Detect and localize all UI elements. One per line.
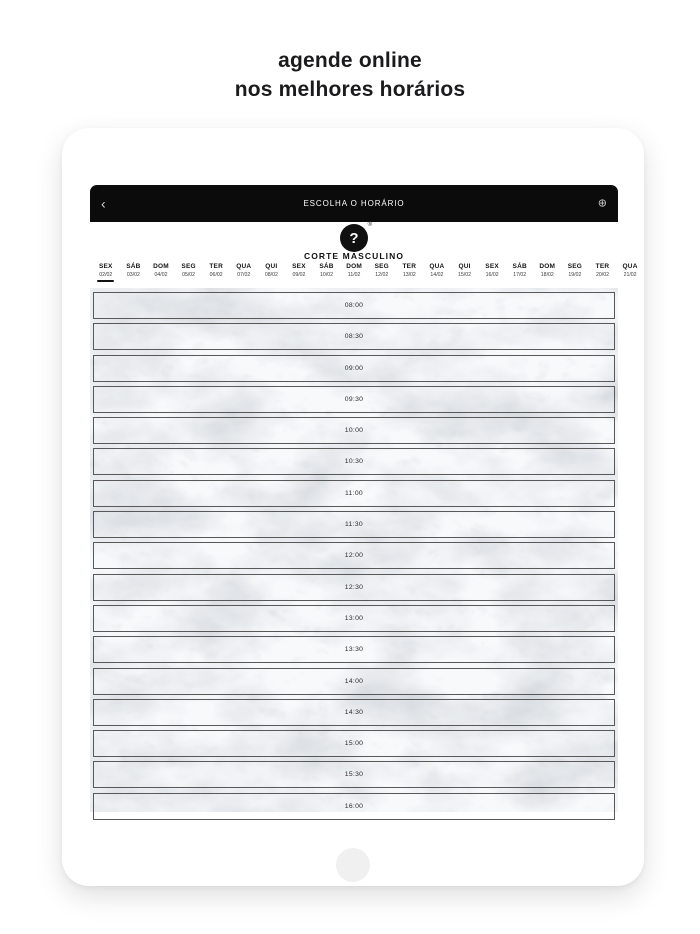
date-item[interactable]	[534, 263, 562, 288]
date-item-date: 12/02	[375, 271, 389, 278]
date-item-day: QUA	[236, 263, 252, 270]
date-item[interactable]	[120, 263, 148, 288]
time-slot-label: 14:00	[344, 677, 364, 685]
date-item[interactable]	[589, 263, 617, 288]
date-item[interactable]	[202, 263, 230, 288]
date-item-day: SEG	[181, 263, 196, 270]
time-slot-label: 08:30	[344, 333, 364, 341]
date-item[interactable]	[451, 263, 479, 288]
time-slot-label: 10:00	[344, 427, 364, 435]
date-item-day: QUI	[458, 263, 471, 270]
date-item[interactable]	[396, 263, 424, 288]
date-item-day: QUA	[429, 263, 445, 270]
date-item[interactable]	[92, 263, 120, 288]
time-slot-button[interactable]	[93, 355, 615, 382]
time-slot-button[interactable]	[93, 605, 615, 632]
time-slot-button[interactable]	[93, 480, 615, 507]
time-slot-button[interactable]	[93, 730, 615, 757]
tablet-device-frame	[62, 128, 644, 886]
business-logo	[340, 222, 372, 252]
time-slot-label: 15:00	[344, 740, 364, 748]
date-item-date: 17/02	[513, 271, 527, 278]
date-item-day: SEX	[485, 263, 499, 270]
time-slot-label: 15:30	[344, 771, 364, 779]
time-slot-button[interactable]	[93, 761, 615, 788]
date-item-day: DOM	[346, 263, 363, 270]
home-button[interactable]	[336, 848, 370, 882]
date-item-day: SÁB	[126, 263, 141, 270]
time-slot-label: 08:00	[344, 302, 364, 309]
time-slot-button[interactable]	[93, 511, 615, 538]
date-item[interactable]	[423, 263, 451, 288]
date-item[interactable]	[285, 263, 313, 288]
time-slot-label: 12:00	[344, 552, 364, 560]
date-item-date: 04/02	[154, 271, 168, 278]
time-slot-list	[90, 288, 618, 812]
time-slot-button[interactable]	[93, 417, 615, 444]
time-slot-label: 13:30	[344, 646, 364, 654]
app-screen	[90, 185, 638, 812]
date-item-day: SEG	[374, 263, 389, 270]
navbar-title: ESCOLHA O HORÁRIO	[303, 199, 405, 208]
date-item-day: QUA	[622, 263, 638, 270]
time-slot-button[interactable]	[93, 574, 615, 601]
time-slot-label: 09:00	[344, 364, 364, 372]
time-slot-button[interactable]	[93, 668, 615, 695]
time-slot-rows	[90, 288, 618, 812]
time-slot-button[interactable]	[93, 292, 615, 319]
time-slot-button[interactable]	[93, 636, 615, 663]
date-item[interactable]	[147, 263, 175, 288]
date-strip[interactable]	[92, 263, 638, 288]
plus-circle-icon[interactable]: ⊕	[597, 197, 607, 209]
date-item-date: 18/02	[540, 271, 554, 278]
time-slot-label: 09:30	[344, 395, 364, 403]
time-slot-label: 11:30	[344, 521, 363, 529]
date-item-date: 11/02	[347, 271, 361, 278]
date-item[interactable]	[506, 263, 534, 288]
date-item-day: SÁB	[512, 263, 527, 270]
time-slot-label: 11:00	[344, 489, 363, 497]
date-item-date: 02/02	[99, 271, 113, 278]
date-item-day: QUI	[265, 263, 278, 270]
date-item-day: SÁB	[319, 263, 334, 270]
date-item-date: 10/02	[320, 271, 334, 278]
date-item[interactable]	[368, 263, 396, 288]
date-item[interactable]	[313, 263, 341, 288]
time-slot-label: 14:30	[344, 708, 364, 716]
service-name: CORTE MASCULINO	[303, 251, 405, 261]
date-item-date: 09/02	[292, 271, 306, 278]
date-item-day: SEG	[567, 263, 583, 270]
date-item[interactable]	[258, 263, 286, 288]
page-title	[0, 46, 700, 104]
logo-question-mark: ?	[349, 229, 359, 247]
time-slot-button[interactable]	[93, 699, 615, 726]
date-item-day: TER	[402, 263, 417, 270]
service-header	[90, 222, 638, 288]
date-item-date: 13/02	[402, 271, 416, 278]
date-item-day: TER	[209, 263, 223, 270]
date-item[interactable]	[478, 263, 506, 288]
date-item-date: 03/02	[126, 271, 140, 278]
date-item-date: 07/02	[237, 271, 251, 278]
date-item-date: 14/02	[430, 271, 444, 278]
time-slot-label: 16:00	[344, 802, 364, 810]
registered-mark-icon: ®	[367, 222, 372, 228]
navbar	[90, 185, 618, 222]
time-slot-button[interactable]	[93, 323, 615, 350]
date-item-date: 05/02	[182, 271, 196, 278]
date-item-day: SEX	[98, 263, 113, 270]
date-item[interactable]	[340, 263, 368, 288]
time-slot-button[interactable]	[93, 448, 615, 475]
date-item-day: SEX	[292, 263, 306, 270]
date-item[interactable]	[616, 263, 644, 288]
page-title-line2: nos melhores horários	[234, 78, 466, 101]
time-slot-button[interactable]	[93, 386, 615, 413]
date-item[interactable]	[175, 263, 203, 288]
back-chevron-icon[interactable]: ‹	[101, 195, 106, 212]
date-item-date: 08/02	[264, 271, 278, 278]
date-item-date: 06/02	[209, 271, 223, 278]
date-item-date: 20/02	[595, 271, 609, 278]
date-item[interactable]	[561, 263, 589, 288]
time-slot-label: 13:00	[344, 614, 364, 622]
time-slot-button[interactable]	[93, 542, 615, 569]
date-item-day: DOM	[539, 263, 556, 270]
date-item-date: 19/02	[568, 271, 582, 278]
date-item-day: DOM	[153, 263, 169, 270]
page-title-line1: agende online	[278, 49, 422, 72]
time-slot-label: 12:30	[344, 583, 364, 591]
date-item[interactable]	[230, 263, 258, 288]
time-slot-button[interactable]	[93, 793, 615, 820]
date-item-date: 21/02	[623, 271, 637, 278]
date-item-date: 16/02	[485, 271, 499, 278]
date-item-day: TER	[595, 263, 610, 270]
time-slot-label: 10:30	[344, 458, 364, 466]
date-item-date: 15/02	[458, 271, 471, 278]
